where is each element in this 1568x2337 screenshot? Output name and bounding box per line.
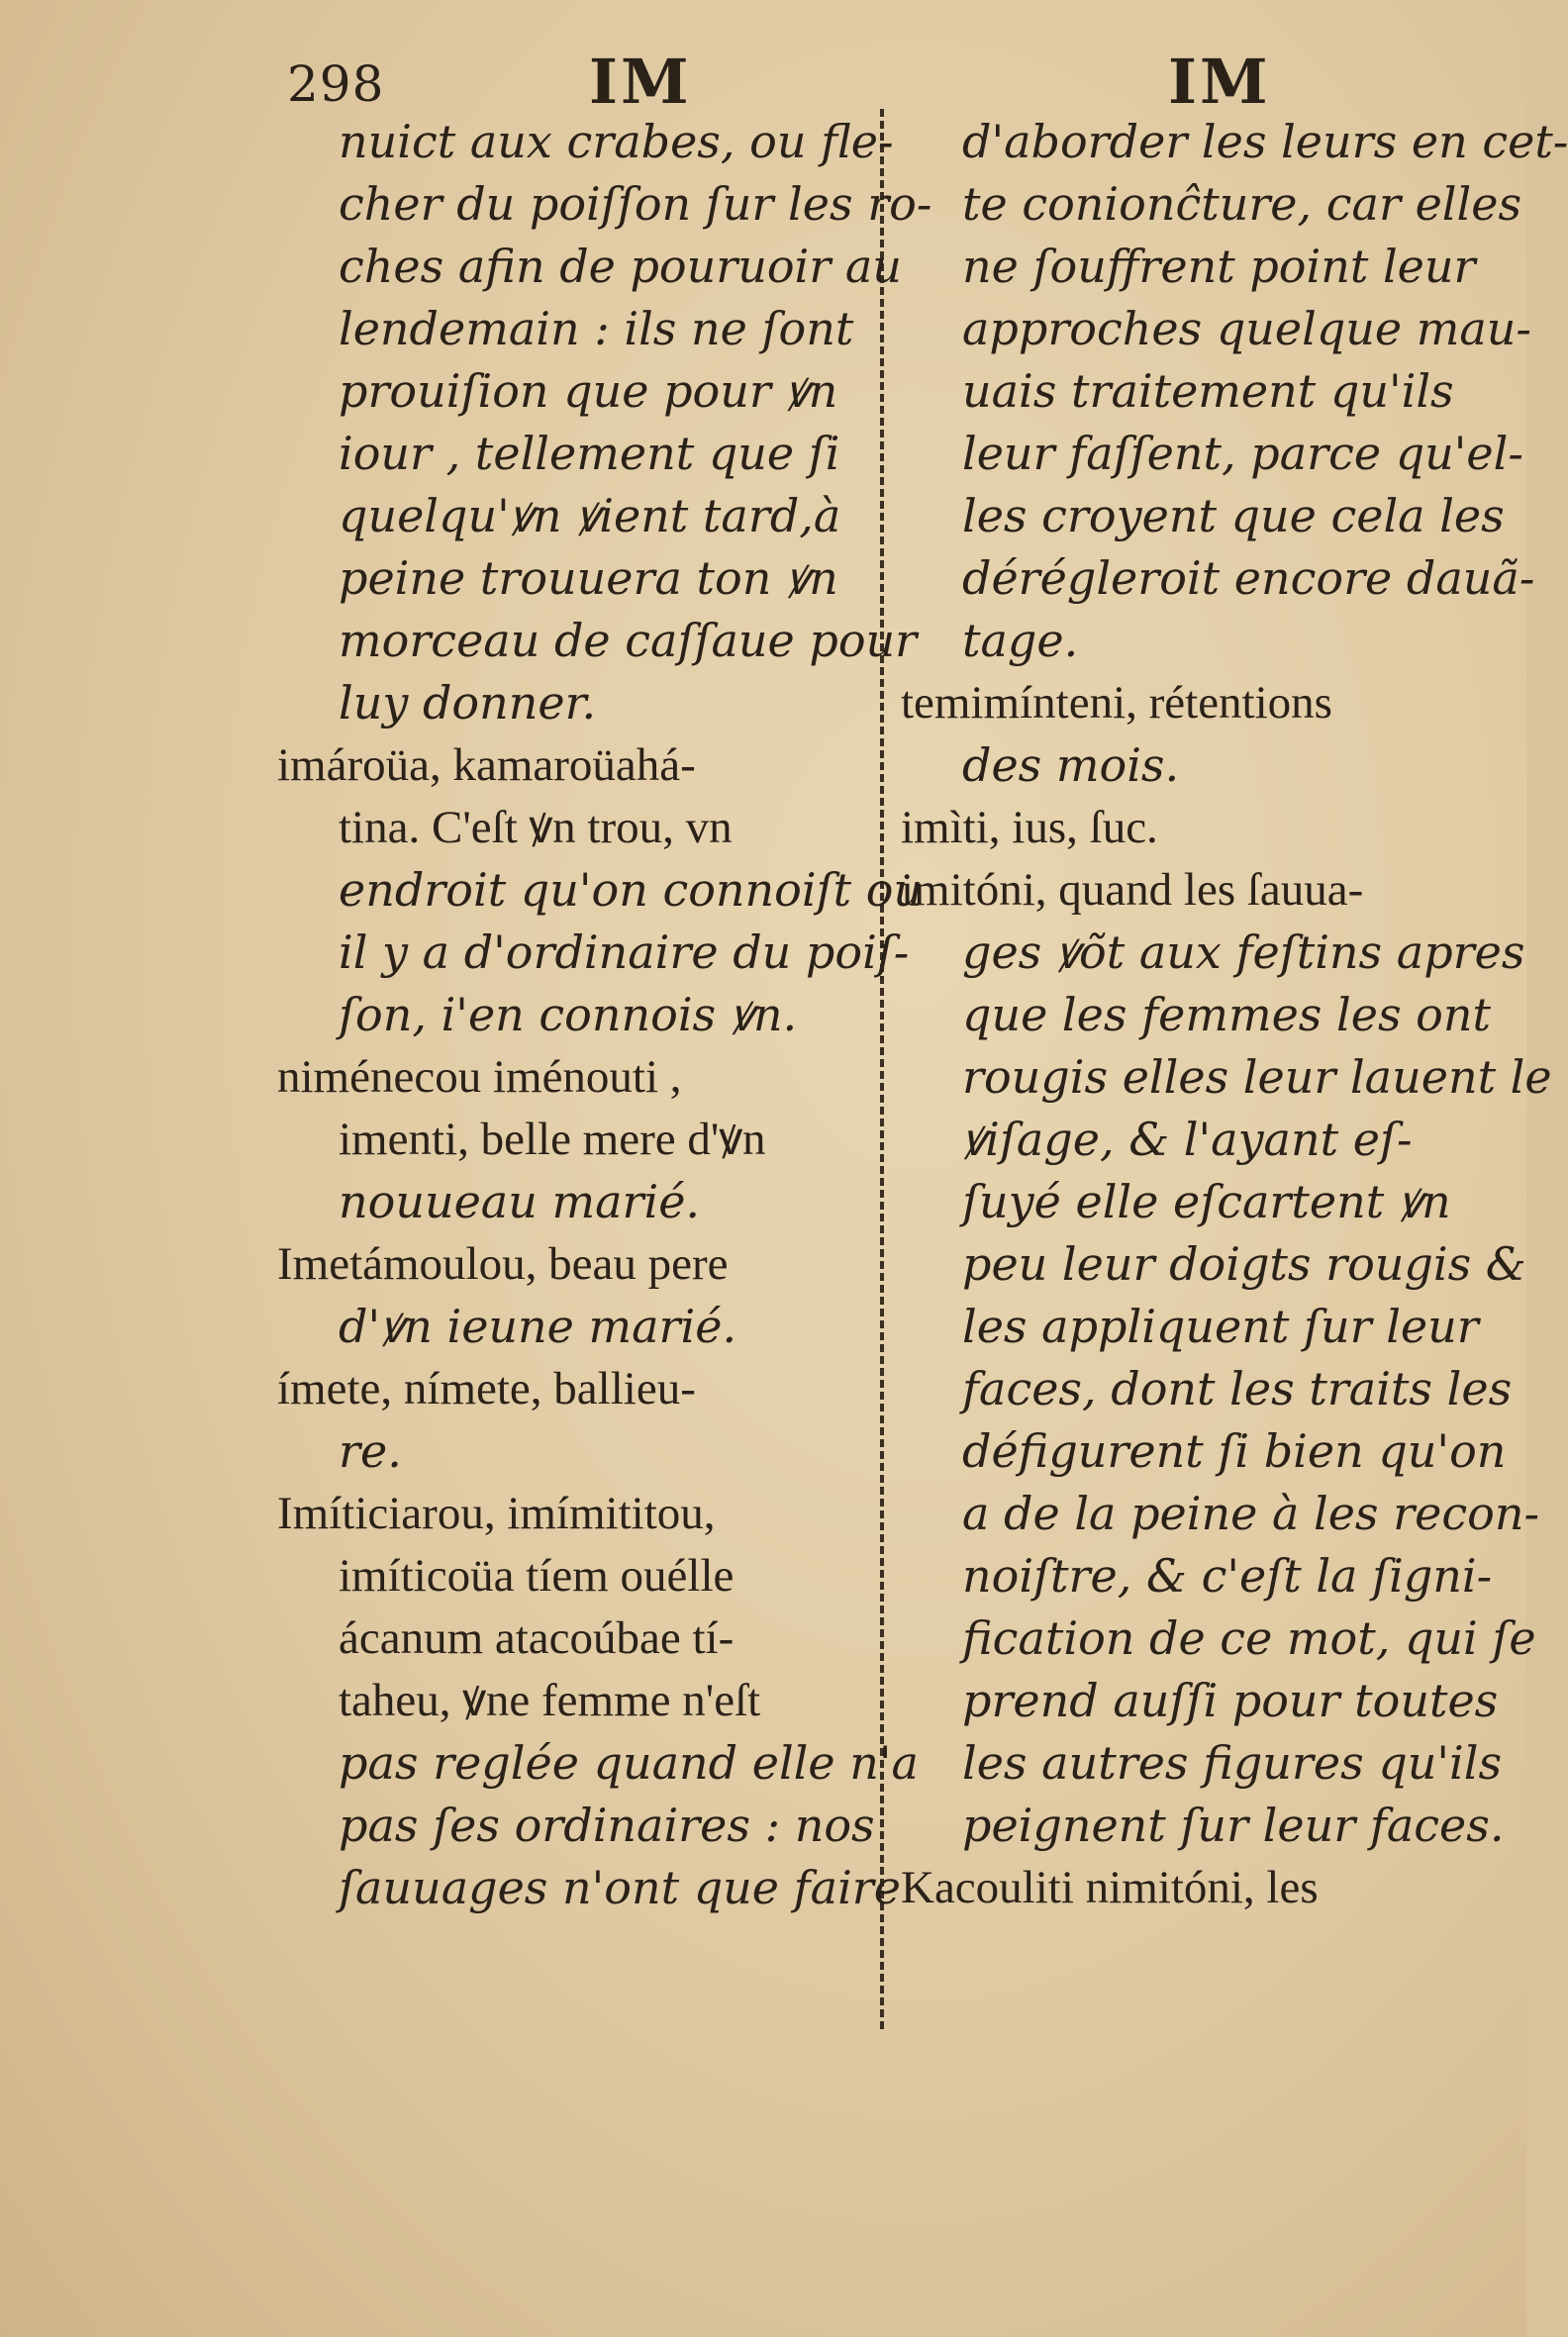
text-line: dérégleroit encore dauã- xyxy=(962,551,1535,605)
page-number: 298 xyxy=(287,55,385,113)
text-line: leur faſſent, parce qu'el- xyxy=(962,427,1523,480)
text-line: pas ſes ordinaires : nos xyxy=(339,1799,875,1852)
text-line: que les femmes les ont xyxy=(962,988,1491,1041)
text-line: cher du poiſſon ſur les ro- xyxy=(339,177,932,231)
text-line: d'ꝟn ieune marié. xyxy=(339,1300,737,1353)
text-line: les autres figures qu'ils xyxy=(962,1736,1503,1790)
text-line: Imíticiarou, imímititou, xyxy=(277,1488,716,1539)
text-line: quelqu'ꝟn ꝟient tard,à xyxy=(339,489,841,542)
text-line: rougis elles leur lauent le xyxy=(962,1050,1552,1104)
text-line: pas reglée quand elle n'a xyxy=(339,1736,919,1790)
text-line: des mois. xyxy=(962,738,1180,792)
text-line: niménecou iménouti , xyxy=(277,1051,682,1103)
text-line: peu leur doigts rougis & xyxy=(962,1237,1526,1291)
text-line: ꝟiſage, & l'ayant eſ- xyxy=(962,1113,1413,1166)
text-line: taheu, ꝟne femme n'eſt xyxy=(339,1675,761,1726)
text-line: imíticoüa tíem ouélle xyxy=(339,1550,735,1602)
text-line: te conionĉture, car elles xyxy=(962,177,1522,231)
running-head-left: IM xyxy=(589,46,692,118)
text-line: ne ſouffrent point leur xyxy=(962,240,1476,293)
left-column xyxy=(277,111,932,1919)
text-line: d'aborder les leurs en cet- xyxy=(962,115,1568,168)
text-line: temimínteni, rétentions xyxy=(901,677,1332,729)
text-line: peine trouuera ton ꝟn xyxy=(339,551,838,605)
text-line: ímete, nímete, ballieu- xyxy=(277,1363,696,1414)
text-line: faces, dont les traits les xyxy=(962,1362,1513,1415)
text-line: ſauuages n'ont que faire xyxy=(339,1861,902,1914)
text-line: nuict aux crabes, ou fle- xyxy=(339,115,894,168)
text-line: ſon, i'en connois ꝟn. xyxy=(339,988,798,1041)
text-line: tage. xyxy=(962,614,1079,667)
text-line: uais traitement qu'ils xyxy=(962,364,1454,418)
text-line: re. xyxy=(339,1424,402,1478)
text-line: luy donner. xyxy=(339,676,597,730)
text-line: endroit qu'on connoiſt ou xyxy=(339,863,924,917)
text-line: fication de ce mot, qui ſe xyxy=(962,1611,1536,1665)
text-line: morceau de caſſaue pour xyxy=(339,614,918,667)
text-line: iour , tellement que ſi xyxy=(339,427,840,480)
text-line: imitóni, quand les ſauua- xyxy=(901,864,1364,916)
text-line: les appliquent ſur leur xyxy=(962,1300,1479,1353)
text-line: peignent ſur leur faces. xyxy=(962,1799,1505,1852)
text-line: tina. C'eſt ꝟn trou, vn xyxy=(339,802,733,853)
text-line: ácanum atacoúbae tí- xyxy=(339,1612,735,1664)
text-line: Imetámoulou, beau pere xyxy=(277,1238,729,1290)
text-line: approches quelque mau- xyxy=(962,302,1531,355)
text-line: imenti, belle mere d'ꝟn xyxy=(339,1114,766,1165)
text-line: prouiſion que pour ꝟn xyxy=(339,364,838,418)
page-header xyxy=(0,28,1526,118)
text-line: défigurent ſi bien qu'on xyxy=(962,1424,1507,1478)
text-line: nouueau marié. xyxy=(339,1175,701,1228)
text-line: noiſtre, & c'eſt la ſigni- xyxy=(962,1549,1493,1603)
text-line: imìti, ius, ſuc. xyxy=(901,802,1158,853)
text-line: prend auſſi pour toutes xyxy=(962,1674,1499,1727)
text-line: lendemain : ils ne ſont xyxy=(339,302,854,355)
text-line: les croyent que cela les xyxy=(962,489,1505,542)
running-head-right: IM xyxy=(1168,46,1271,118)
text-line: ſuyé elle eſcartent ꝟn xyxy=(962,1175,1451,1228)
text-line: Kacouliti nimitóni, les xyxy=(901,1862,1319,1913)
text-line: ches afin de pouruoir au xyxy=(339,240,902,293)
text-line: ges ꝟõt aux feſtins apres xyxy=(962,925,1525,979)
text-line: imároüa, kamaroüahá- xyxy=(277,739,696,791)
text-line: il y a d'ordinaire du poiſ- xyxy=(339,925,910,979)
text-line: a de la peine à les recon- xyxy=(962,1487,1539,1540)
right-column xyxy=(901,111,1568,1919)
